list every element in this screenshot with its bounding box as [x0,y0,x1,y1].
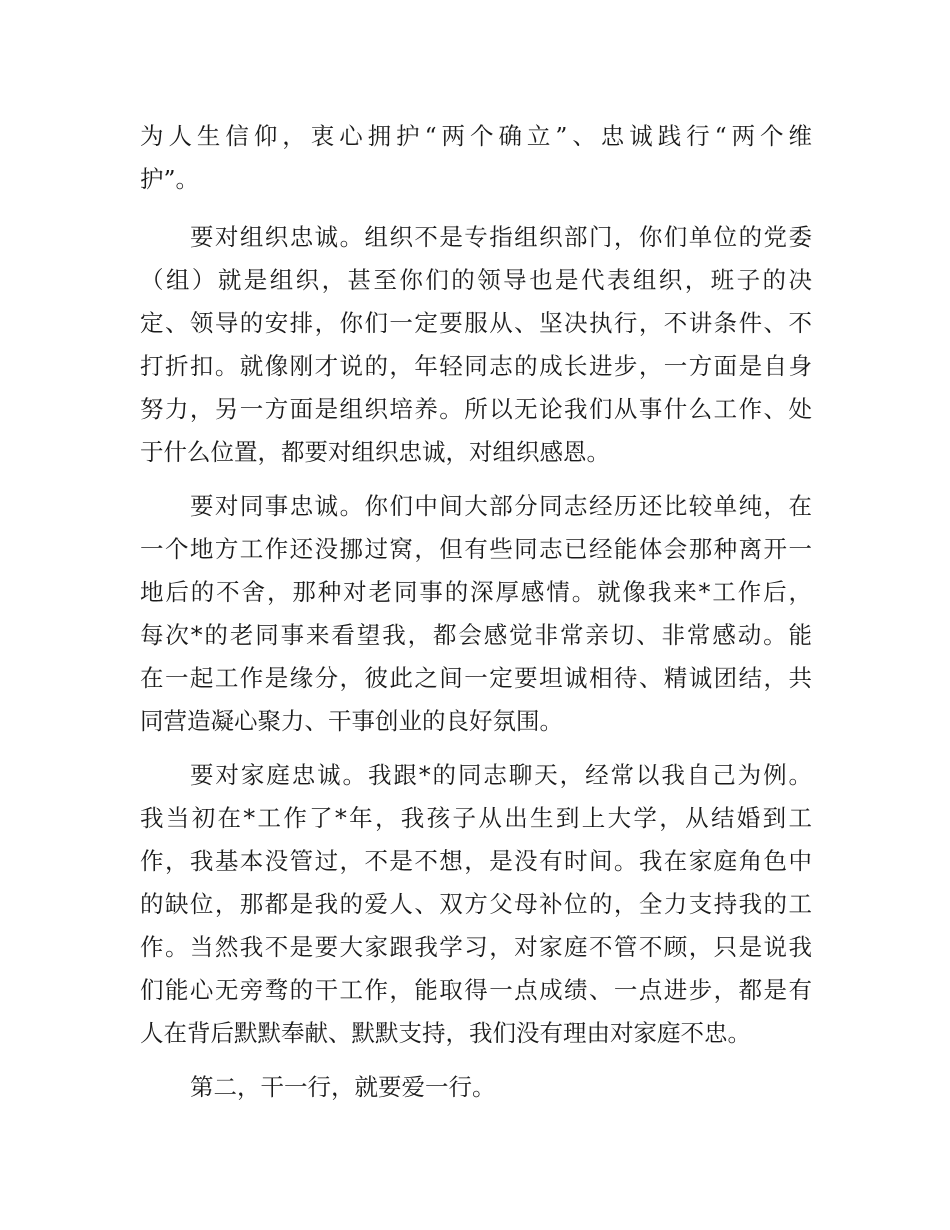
text-line: 护”。 [140,165,200,193]
text-line: 作，我基本没管过，不是不想，是没有时间。我在家庭角色中 [140,847,812,875]
text-line: 每次*的老同事来看望我，都会感觉非常亲切、非常感动。能 [140,621,812,649]
text-line: 为人生信仰，衷心拥护“两个确立”、忠诚践行“两个维 [140,122,812,150]
text-line: 人在背后默默奉献、默默支持，我们没有理由对家庭不忠。 [140,1019,751,1047]
text-line: 们能心无旁骛的干工作，能取得一点成绩、一点进步，都是有 [140,976,812,1004]
text-line: 的缺位，那都是我的爱人、双方父母补位的，全力支持我的工 [140,890,812,918]
text-line: 一个地方工作还没挪过窝，但有些同志已经能体会那种离开一 [140,535,812,563]
text-line: 地后的不舍，那种对老同事的深厚感情。就像我来*工作后， [140,578,812,606]
text-line: 定、领导的安排，你们一定要服从、坚决执行，不讲条件、不 [140,309,812,337]
text-line: 要对同事忠诚。你们中间大部分同志经历还比较单纯，在 [190,492,812,520]
text-line: 第二，干一行，就要爱一行。 [190,1073,496,1101]
text-line: 要对家庭忠诚。我跟*的同志聊天，经常以我自己为例。 [190,761,812,789]
text-line: 我当初在*工作了*年，我孩子从出生到上大学，从结婚到工 [140,804,812,832]
text-line: （组）就是组织，甚至你们的领导也是代表组织，班子的决 [140,266,812,294]
text-line: 在一起工作是缘分，彼此之间一定要坦诚相待、精诚团结，共 [140,664,812,692]
text-line: 努力，另一方面是组织培养。所以无论我们从事什么工作、处 [140,395,812,423]
text-line: 同营造凝心聚力、干事创业的良好氛围。 [140,707,563,735]
text-line: 于什么位置，都要对组织忠诚，对组织感恩。 [140,438,610,466]
text-line: 作。当然我不是要大家跟我学习，对家庭不管不顾，只是说我 [140,933,812,961]
text-line: 打折扣。就像刚才说的，年轻同志的成长进步，一方面是自身 [140,352,812,380]
text-line: 要对组织忠诚。组织不是专指组织部门，你们单位的党委 [190,223,812,251]
